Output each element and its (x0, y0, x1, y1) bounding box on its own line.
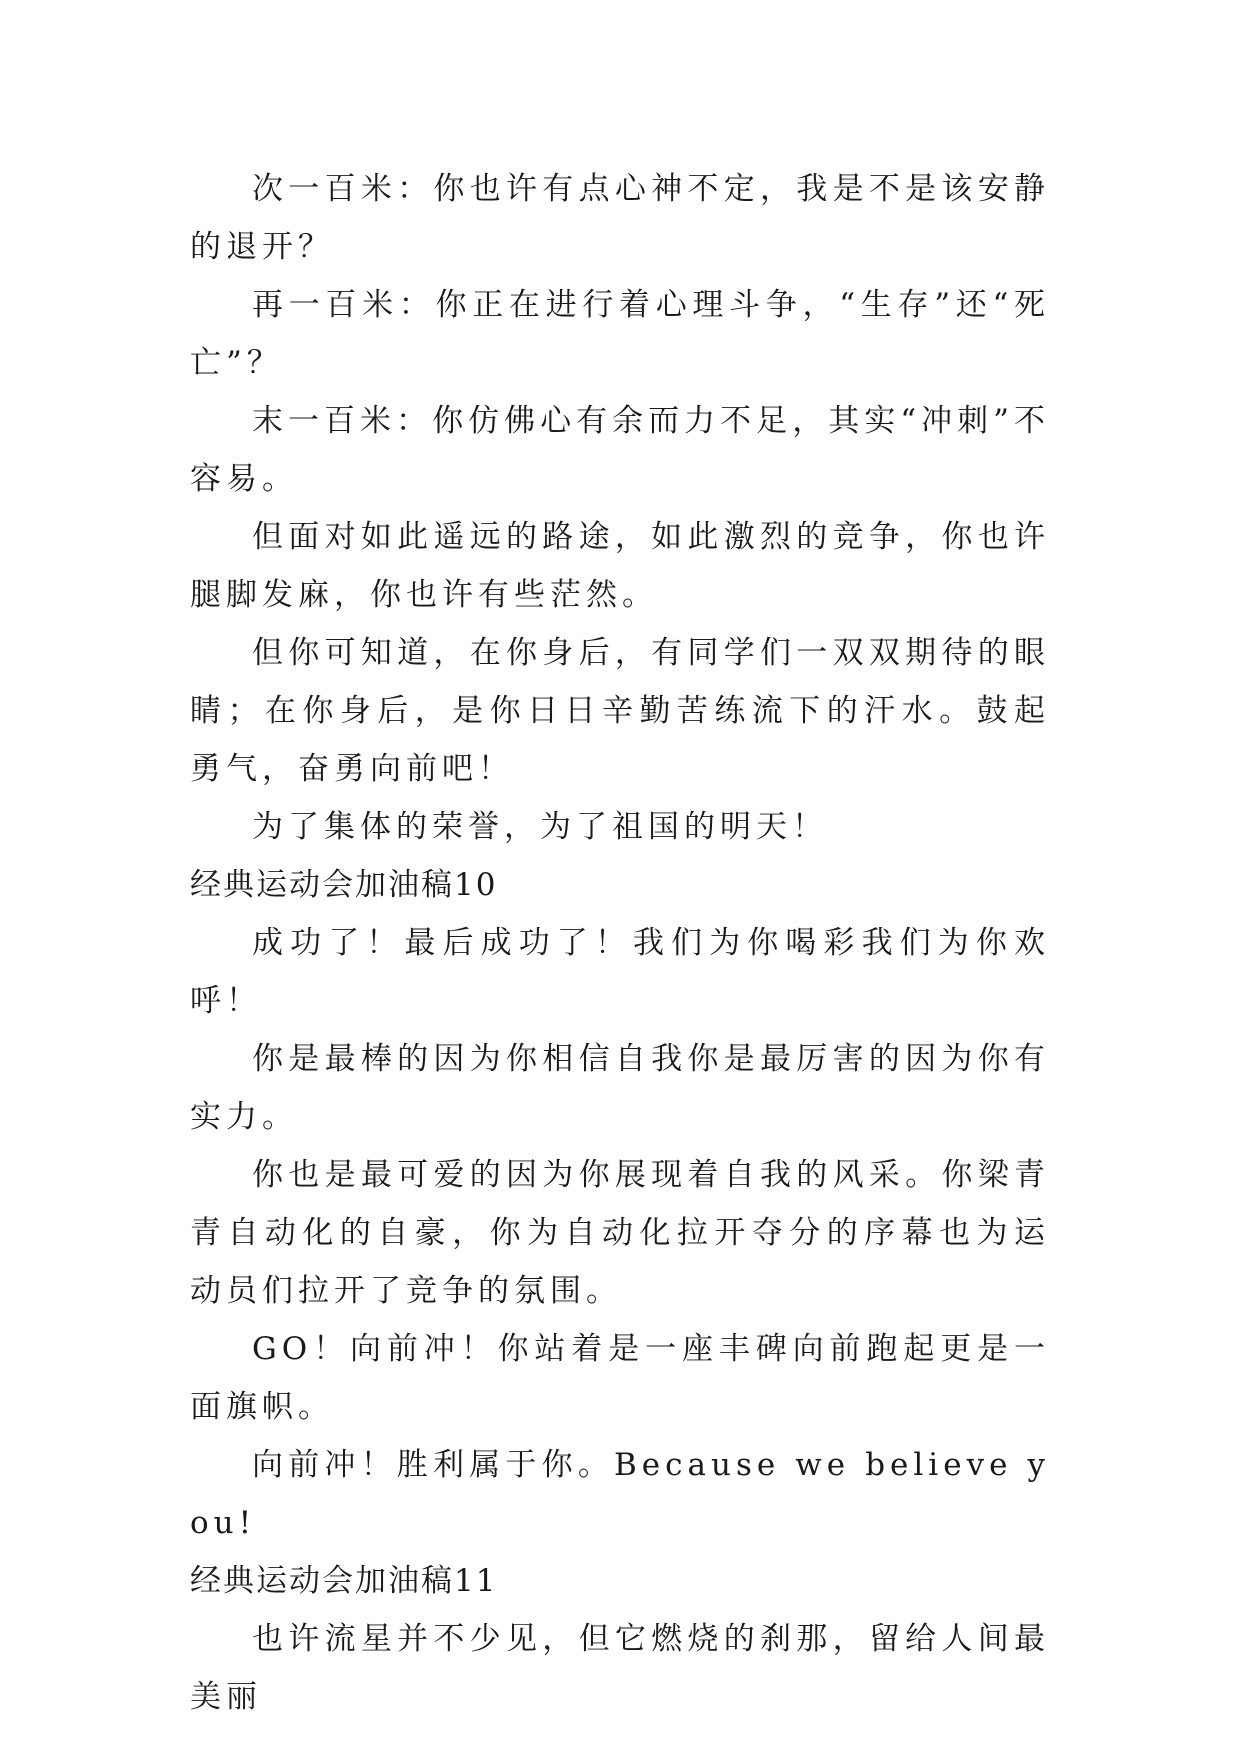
paragraph-5: 但你可知道，在你身后，有同学们一双双期待的眼睛；在你身后，是你日日辛勤苦练流下的汗水。鼓起勇气，奋勇向前吧！ (190, 635, 1050, 787)
section-heading-11: 经典运动会加油稿11 (190, 1563, 498, 1599)
document-body (190, 160, 1050, 1726)
paragraph-6: 为了集体的荣誉，为了祖国的明天！ (252, 809, 828, 845)
paragraph-2: 再一百米：你正在进行着心理斗争，“生存”还“死亡”？ (190, 287, 1050, 381)
paragraph-12: 也许流星并不少见，但它燃烧的刹那，留给人间最美丽 (190, 1621, 1050, 1715)
section-heading-10: 经典运动会加油稿10 (190, 867, 498, 903)
paragraph-1: 次一百米：你也许有点心神不定，我是不是该安静的退开？ (190, 171, 1050, 265)
paragraph-7: 成功了！最后成功了！我们为你喝彩我们为你欢呼！ (190, 925, 1050, 1019)
paragraph-10: GO！向前冲！你站着是一座丰碑向前跑起更是一面旗帜。 (190, 1331, 1050, 1425)
paragraph-11: 向前冲！胜利属于你。Because we believe you! (190, 1447, 1050, 1541)
paragraph-3: 末一百米：你仿佛心有余而力不足，其实“冲刺”不容易。 (190, 403, 1050, 497)
paragraph-9: 你也是最可爱的因为你展现着自我的风采。你梁青青自动化的自豪，你为自动化拉开夺分的序幕也为运动员们拉开了竞争的氛围。 (190, 1157, 1050, 1309)
paragraph-8: 你是最棒的因为你相信自我你是最厉害的因为你有实力。 (190, 1041, 1050, 1135)
paragraph-4: 但面对如此遥远的路途，如此激烈的竞争，你也许腿脚发麻，你也许有些茫然。 (190, 519, 1050, 613)
